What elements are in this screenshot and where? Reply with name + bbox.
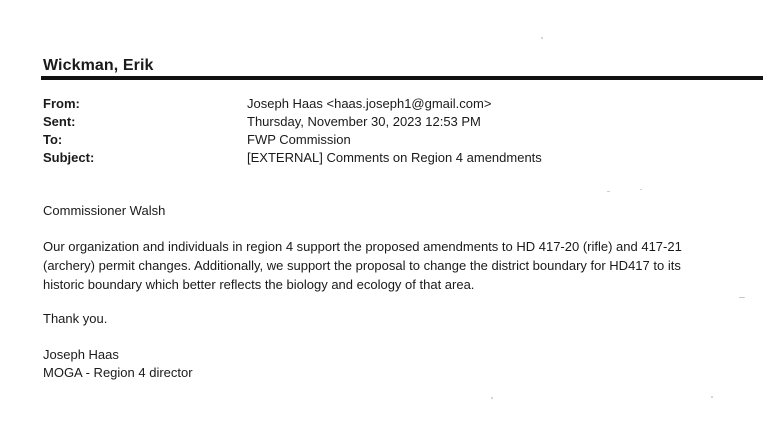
closing: Thank you.: [43, 311, 108, 326]
to-value: FWP Commission: [247, 132, 351, 147]
body-paragraph-line: historic boundary which better reflects the biology and ecology of that area.: [43, 277, 475, 292]
sent-label: Sent:: [43, 114, 76, 129]
body-paragraph-line: Our organization and individuals in region 4 support the proposed amendments to HD 417-20 (rifle) and 417-21: [43, 239, 682, 254]
header-rule: [41, 76, 763, 80]
signature-name: Joseph Haas: [43, 347, 119, 362]
to-label: To:: [43, 132, 63, 147]
scan-speck: [739, 297, 745, 298]
from-value: Joseph Haas <haas.joseph1@gmail.com>: [247, 96, 492, 111]
sent-value: Thursday, November 30, 2023 12:53 PM: [247, 114, 481, 129]
greeting: Commissioner Walsh: [43, 203, 166, 218]
scan-speck: [541, 37, 543, 39]
signature-title: MOGA - Region 4 director: [43, 365, 193, 380]
scan-speck: [491, 397, 493, 399]
subject-label: Subject:: [43, 150, 95, 165]
scan-speck: [607, 191, 610, 192]
scan-speck: [640, 189, 642, 190]
mailbox-owner-name: Wickman, Erik: [43, 57, 154, 74]
body-paragraph-line: (archery) permit changes. Additionally, we support the proposal to change the district boundary for HD417 to its: [43, 258, 681, 273]
scan-speck: [711, 396, 713, 398]
body-paragraph: [43, 237, 733, 294]
subject-value: [EXTERNAL] Comments on Region 4 amendments: [247, 150, 542, 165]
from-label: From:: [43, 96, 80, 111]
